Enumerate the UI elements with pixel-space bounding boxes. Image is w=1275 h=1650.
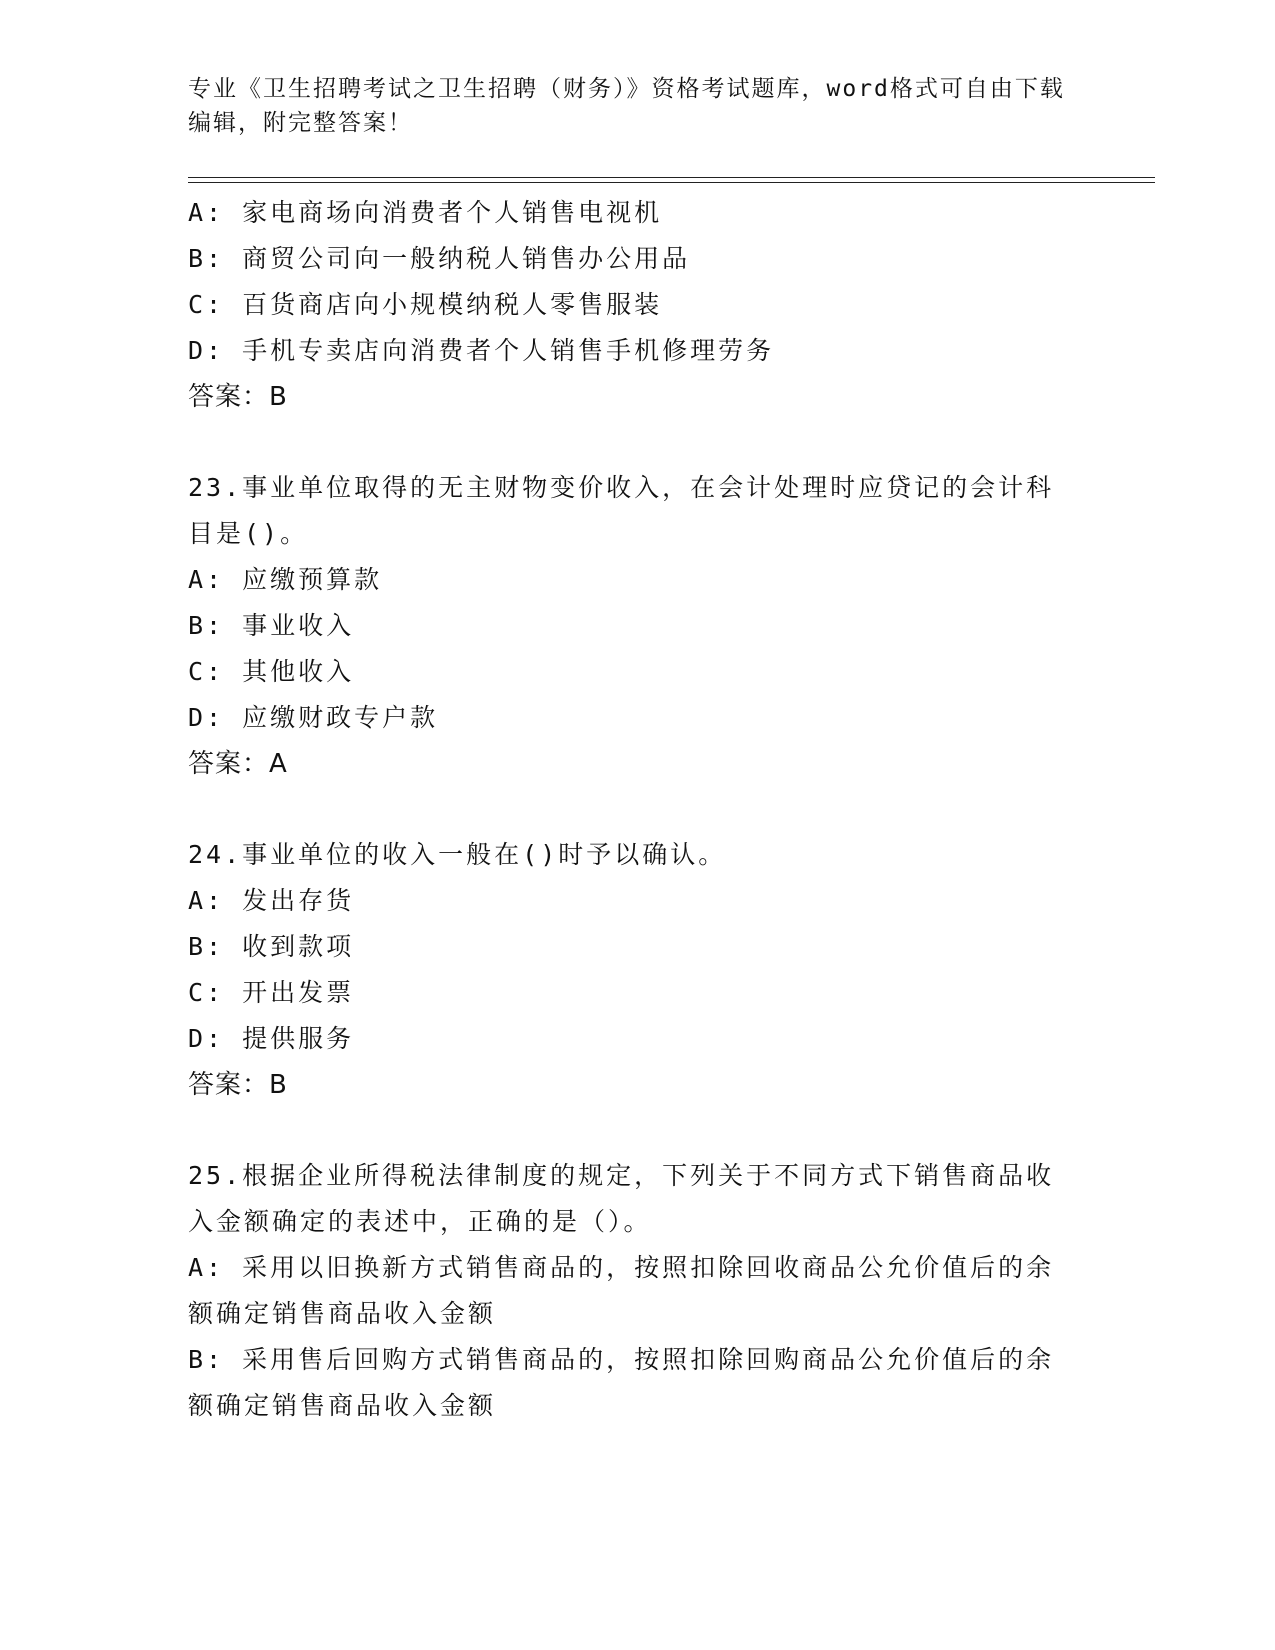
option-a: A: 应缴预算款 (188, 565, 383, 594)
option-a: A: 家电商场向消费者个人销售电视机 (188, 198, 663, 227)
document-header (188, 72, 1088, 140)
option-b-continued: 额确定销售商品收入金额 (188, 1391, 497, 1420)
question-stem-continued: 目是()。 (188, 519, 309, 548)
option-d: D: 提供服务 (188, 1024, 355, 1053)
option-a: A: 采用以旧换新方式销售商品的，按照扣除回收商品公允价值后的余 (188, 1253, 1055, 1282)
question-22-block (188, 190, 1088, 420)
option-a-continued: 额确定销售商品收入金额 (188, 1299, 497, 1328)
header-divider-top (188, 177, 1155, 178)
option-b: B: 事业收入 (188, 611, 355, 640)
question-stem-continued: 入金额确定的表述中，正确的是（）。 (188, 1207, 652, 1236)
option-d: D: 应缴财政专户款 (188, 703, 439, 732)
option-c: C: 其他收入 (188, 657, 355, 686)
option-b: B: 采用售后回购方式销售商品的，按照扣除回购商品公允价值后的余 (188, 1345, 1055, 1374)
question-content (188, 190, 1088, 1429)
header-line-1: 专业《卫生招聘考试之卫生招聘（财务）》资格考试题库，word格式可自由下载 (188, 76, 1065, 102)
option-b: B: 收到款项 (188, 932, 355, 961)
answer-line: 答案：B (188, 382, 288, 412)
question-25-block (188, 1153, 1088, 1429)
option-b: B: 商贸公司向一般纳税人销售办公用品 (188, 244, 691, 273)
question-stem: 25.根据企业所得税法律制度的规定，下列关于不同方式下销售商品收 (188, 1161, 1055, 1190)
option-a: A: 发出存货 (188, 886, 355, 915)
option-c: C: 百货商店向小规模纳税人零售服装 (188, 290, 663, 319)
header-line-2: 编辑，附完整答案！ (188, 110, 413, 136)
question-stem: 23.事业单位取得的无主财物变价收入，在会计处理时应贷记的会计科 (188, 473, 1055, 502)
header-divider-bottom (188, 182, 1155, 183)
option-c: C: 开出发票 (188, 978, 355, 1007)
question-stem: 24.事业单位的收入一般在()时予以确认。 (188, 840, 727, 869)
answer-line: 答案：A (188, 749, 288, 779)
answer-line: 答案：B (188, 1070, 288, 1100)
question-24-block (188, 832, 1088, 1108)
option-d: D: 手机专卖店向消费者个人销售手机修理劳务 (188, 336, 775, 365)
question-23-block (188, 465, 1088, 787)
